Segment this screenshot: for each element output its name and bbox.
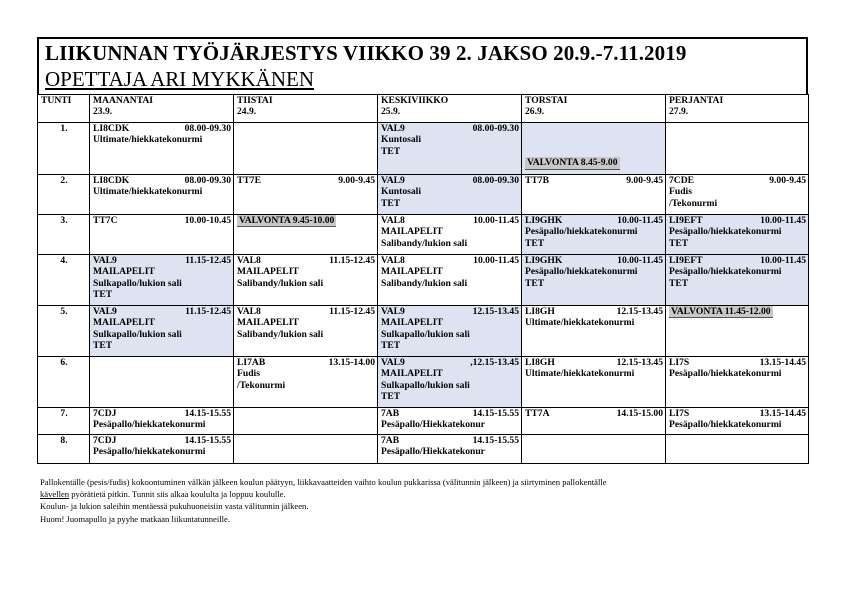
activity-line: MAILAPELIT xyxy=(237,266,299,278)
activity-line: MAILAPELIT xyxy=(93,266,155,278)
time-range: 08.00-09.30 xyxy=(472,175,519,186)
group-code: TT7B xyxy=(525,175,549,186)
group-code: VAL8 xyxy=(237,306,261,317)
activity-line: TET xyxy=(93,289,113,301)
schedule-row xyxy=(38,408,809,435)
time-range: ,12.15-13.45 xyxy=(470,357,519,368)
period-number: 3. xyxy=(38,215,90,255)
cell-monday xyxy=(90,435,234,464)
cell-wednesday xyxy=(378,123,522,175)
group-code: TT7E xyxy=(237,175,261,186)
class-time-line xyxy=(381,435,519,446)
cell-monday xyxy=(90,123,234,175)
activity-line: /Tekonurmi xyxy=(669,197,718,209)
group-code: LI9EFT xyxy=(669,255,703,266)
activity-line: Salibandy/lukion sali xyxy=(381,237,468,249)
class-time-line xyxy=(525,215,663,226)
schedule-row xyxy=(38,306,809,357)
supervision-line xyxy=(525,157,663,169)
group-code: VAL9 xyxy=(381,175,405,186)
activity-line xyxy=(525,146,663,157)
cell-wednesday xyxy=(378,408,522,435)
cell-thursday xyxy=(522,357,666,408)
time-range: 11.15-12.45 xyxy=(329,255,375,266)
time-range: 10.00-11.45 xyxy=(617,215,663,226)
day-label: TIISTAI xyxy=(237,95,273,106)
cell-tuesday xyxy=(234,408,378,435)
activity-line: Ultimate/hiekkatekonurmi xyxy=(93,186,203,198)
activity-line: Fudis xyxy=(669,186,692,198)
activity-line: Pesäpallo/hiekkatekonurmi xyxy=(93,446,206,458)
class-time-line xyxy=(381,408,519,419)
activity-line: Pesäpallo/hiekkatekonurmi xyxy=(669,368,782,380)
day-label: MAANANTAI xyxy=(93,95,154,106)
activity-line: Sulkapallo/lukion sali xyxy=(381,328,470,340)
group-code: VAL8 xyxy=(381,255,405,266)
time-range: 10.00-11.45 xyxy=(473,255,519,266)
activity-line: Ultimate/hiekkatekonurmi xyxy=(525,368,635,380)
activity-line: TET xyxy=(381,340,401,352)
cell-monday xyxy=(90,306,234,357)
class-time-line xyxy=(669,175,806,186)
time-range: 14.15-15.55 xyxy=(184,408,231,419)
activity-line: MAILAPELIT xyxy=(93,317,155,329)
schedule-row xyxy=(38,215,809,255)
class-time-line xyxy=(381,306,519,317)
activity-line: Sulkapallo/lukion sali xyxy=(93,277,182,289)
class-time-line xyxy=(525,357,663,368)
class-time-line xyxy=(93,255,231,266)
group-code: LI9EFT xyxy=(669,215,703,226)
activity-line: TET xyxy=(669,277,689,289)
activity-line: Pesäpallo/hiekkatekonurmi xyxy=(669,419,782,431)
group-code: LI7S xyxy=(669,357,690,368)
time-range: 14.15-15.55 xyxy=(472,435,519,446)
activity-line: Pesäpallo/hiekkatekonurmi xyxy=(525,266,638,278)
period-number: 5. xyxy=(38,306,90,357)
activity-line: MAILAPELIT xyxy=(381,368,443,380)
note-line: Koulun- ja lukion saleihin mentäessä pukuhuoneisiin vasta välitunnin jälkeen. xyxy=(40,501,309,512)
time-range: 9.00-9.45 xyxy=(769,175,806,186)
cell-tuesday xyxy=(234,175,378,215)
cell-friday xyxy=(666,357,809,408)
class-time-line xyxy=(381,123,519,134)
time-range: 10.00-11.45 xyxy=(473,215,519,226)
date-label: 25.9. xyxy=(381,106,401,118)
activity-line xyxy=(525,134,663,145)
supervision-badge: VALVONTA 9.45-10.00 xyxy=(239,215,335,226)
class-time-line xyxy=(93,435,231,446)
class-time-line xyxy=(237,357,375,368)
cell-monday xyxy=(90,175,234,215)
class-time-line xyxy=(237,255,375,266)
cell-friday xyxy=(666,123,809,175)
cell-thursday xyxy=(522,175,666,215)
activity-line: /Tekonurmi xyxy=(237,379,286,391)
activity-line: MAILAPELIT xyxy=(237,317,299,329)
col-header-wednesday xyxy=(378,95,522,123)
group-code: VAL8 xyxy=(237,255,261,266)
activity-line: Fudis xyxy=(237,368,260,380)
group-code: LI9GHK xyxy=(525,255,563,266)
note-text: pyörätietä pitkin. Tunnit siis alkaa koululta ja loppuu koululle. xyxy=(69,489,286,500)
schedule-row xyxy=(38,435,809,464)
cell-monday xyxy=(90,357,234,408)
activity-line: Sulkapallo/lukion sali xyxy=(381,379,470,391)
note-line: Huom! Juomapullo ja pyyhe matkaan liikuntatunneille. xyxy=(40,513,230,524)
group-code: 7CDJ xyxy=(93,408,117,419)
cell-friday xyxy=(666,255,809,306)
schedule-row xyxy=(38,175,809,215)
notes xyxy=(40,476,820,525)
time-range: 10.00-11.45 xyxy=(760,255,806,266)
activity-line: Ultimate/hiekkatekonurmi xyxy=(93,134,203,146)
cell-thursday xyxy=(522,408,666,435)
activity-line: Pesäpallo/Hiekkatekonur xyxy=(381,446,485,458)
activity-line: MAILAPELIT xyxy=(381,266,443,278)
time-range: 9.00-9.45 xyxy=(626,175,663,186)
activity-line: Ultimate/hiekkatekonurmi xyxy=(525,317,635,329)
activity-line: TET xyxy=(525,237,545,249)
cell-wednesday xyxy=(378,255,522,306)
day-label: TUNTI xyxy=(41,95,72,106)
class-time-line xyxy=(381,175,519,186)
header-row xyxy=(38,95,809,123)
activity-line: Salibandy/lukion sali xyxy=(381,277,468,289)
cell-wednesday xyxy=(378,175,522,215)
activity-line: TET xyxy=(381,391,401,403)
time-range: 12.15-13.45 xyxy=(616,357,663,368)
activity-line: Kuntosali xyxy=(381,134,421,146)
cell-thursday xyxy=(522,306,666,357)
cell-friday xyxy=(666,435,809,464)
time-range: 14.15-15.00 xyxy=(616,408,663,419)
note-line: Pallokentälle (pesis/fudis) kokoontuminen välkän jälkeen koulun päätyyn, liikkavaatteiden vaihto koulun pukkarissa (välitunnin jälkeen) ja siirtyminen pallokentälle xyxy=(40,477,607,487)
cell-tuesday xyxy=(234,123,378,175)
activity-line: MAILAPELIT xyxy=(381,317,443,329)
activity-line: TET xyxy=(381,197,401,209)
activity-line: Pesäpallo/hiekkatekonurmi xyxy=(93,419,206,431)
group-code: VAL8 xyxy=(381,215,405,226)
schedule-table xyxy=(37,94,809,464)
class-time-line xyxy=(93,175,231,186)
group-code: TT7A xyxy=(525,408,550,419)
group-code: LI7AB xyxy=(237,357,266,368)
class-time-line xyxy=(381,215,519,226)
schedule-body xyxy=(38,123,809,464)
cell-tuesday xyxy=(234,255,378,306)
group-code: 7AB xyxy=(381,435,400,446)
group-code: VAL9 xyxy=(93,255,117,266)
period-number: 6. xyxy=(38,357,90,408)
note-underlined-word: kävellen xyxy=(40,489,70,500)
group-code: LI8CDK xyxy=(93,123,130,134)
activity-line: Pesäpallo/hiekkatekonurmi xyxy=(669,226,782,238)
activity-line: TET xyxy=(93,340,113,352)
group-code: TT7C xyxy=(93,215,118,226)
cell-friday xyxy=(666,215,809,255)
activity-line: Sulkapallo/lukion sali xyxy=(93,328,182,340)
supervision-line xyxy=(669,306,806,318)
time-range: 14.15-15.55 xyxy=(184,435,231,446)
col-header-tuesday xyxy=(234,95,378,123)
teacher-name: OPETTAJA ARI MYKKÄNEN xyxy=(45,67,314,91)
activity-line: MAILAPELIT xyxy=(381,226,443,238)
group-code: LI9GHK xyxy=(525,215,563,226)
group-code: LI8CDK xyxy=(93,175,130,186)
class-time-line xyxy=(93,306,231,317)
class-time-line xyxy=(237,306,375,317)
cell-tuesday xyxy=(234,215,378,255)
activity-line: Kuntosali xyxy=(381,186,421,198)
class-time-line xyxy=(93,215,231,226)
period-number: 2. xyxy=(38,175,90,215)
day-label: KESKIVIIKKO xyxy=(381,95,449,106)
activity-line: Pesäpallo/hiekkatekonurmi xyxy=(525,226,638,238)
class-time-line xyxy=(93,123,231,134)
period-number: 1. xyxy=(38,123,90,175)
cell-tuesday xyxy=(234,435,378,464)
cell-monday xyxy=(90,215,234,255)
activity-line: TET xyxy=(525,277,545,289)
page-title: LIIKUNNAN TYÖJÄRJESTYS VIIKKO 39 2. JAKSO 20.9.-7.11.2019 xyxy=(45,41,687,65)
cell-thursday xyxy=(522,215,666,255)
cell-monday xyxy=(90,408,234,435)
time-range: 10.00-11.45 xyxy=(760,215,806,226)
date-label: 24.9. xyxy=(237,106,257,118)
group-code: VAL9 xyxy=(381,123,405,134)
group-code: 7CDE xyxy=(669,175,695,186)
time-range: 08.00-09.30 xyxy=(472,123,519,134)
cell-tuesday xyxy=(234,357,378,408)
period-number: 7. xyxy=(38,408,90,435)
col-header-tunti xyxy=(38,95,90,123)
supervision-badge: VALVONTA 11.45-12.00 xyxy=(671,306,771,317)
cell-thursday xyxy=(522,123,666,175)
title-box xyxy=(37,37,808,94)
cell-wednesday xyxy=(378,357,522,408)
time-range: 13.15-14.45 xyxy=(759,408,806,419)
class-time-line xyxy=(525,408,663,419)
cell-tuesday xyxy=(234,306,378,357)
cell-monday xyxy=(90,255,234,306)
note-line xyxy=(40,488,820,500)
time-range: 11.15-12.45 xyxy=(329,306,375,317)
class-time-line xyxy=(669,408,806,419)
group-code: LI8GH xyxy=(525,357,555,368)
group-code: 7AB xyxy=(381,408,400,419)
time-range: 13.15-14.00 xyxy=(328,357,375,368)
activity-line: Pesäpallo/hiekkatekonurmi xyxy=(669,266,782,278)
class-time-line xyxy=(669,357,806,368)
group-code: LI7S xyxy=(669,408,690,419)
cell-friday xyxy=(666,175,809,215)
period-number: 8. xyxy=(38,435,90,464)
class-time-line xyxy=(93,408,231,419)
class-time-line xyxy=(381,357,519,368)
cell-friday xyxy=(666,408,809,435)
class-time-line xyxy=(669,215,806,226)
cell-thursday xyxy=(522,435,666,464)
col-header-friday xyxy=(666,95,809,123)
class-time-line xyxy=(381,255,519,266)
group-code: VAL9 xyxy=(93,306,117,317)
time-range: 13.15-14.45 xyxy=(759,357,806,368)
period-number: 4. xyxy=(38,255,90,306)
activity-line: Pesäpallo/Hiekkatekonur xyxy=(381,419,485,431)
time-range: 12.15-13.45 xyxy=(616,306,663,317)
cell-thursday xyxy=(522,255,666,306)
time-range: 12.15-13.45 xyxy=(472,306,519,317)
time-range: 9.00-9.45 xyxy=(338,175,375,186)
class-time-line xyxy=(237,175,375,186)
schedule-row xyxy=(38,357,809,408)
cell-friday xyxy=(666,306,809,357)
activity-line: Salibandy/lukion sali xyxy=(237,277,324,289)
time-range: 08.00-09.30 xyxy=(184,175,231,186)
col-header-thursday xyxy=(522,95,666,123)
class-time-line xyxy=(525,175,663,186)
cell-wednesday xyxy=(378,215,522,255)
time-range: 14.15-15.55 xyxy=(472,408,519,419)
time-range: 08.00-09.30 xyxy=(184,123,231,134)
time-range: 11.15-12.45 xyxy=(185,306,231,317)
cell-wednesday xyxy=(378,435,522,464)
schedule-row xyxy=(38,255,809,306)
group-code: 7CDJ xyxy=(93,435,117,446)
class-time-line xyxy=(525,306,663,317)
activity-line: Salibandy/lukion sali xyxy=(237,328,324,340)
supervision-badge: VALVONTA 8.45-9.00 xyxy=(527,157,618,169)
col-header-monday xyxy=(90,95,234,123)
schedule-row xyxy=(38,123,809,175)
activity-line: TET xyxy=(381,145,401,157)
cell-wednesday xyxy=(378,306,522,357)
class-time-line xyxy=(525,255,663,266)
time-range: 10.00-10.45 xyxy=(184,215,231,226)
group-code: VAL9 xyxy=(381,306,405,317)
supervision-line xyxy=(237,215,375,227)
day-label: TORSTAI xyxy=(525,95,568,106)
date-label: 23.9. xyxy=(93,106,113,118)
class-time-line xyxy=(669,255,806,266)
time-range: 10.00-11.45 xyxy=(617,255,663,266)
group-code: LI8GH xyxy=(525,306,555,317)
group-code: VAL9 xyxy=(381,357,405,368)
activity-line xyxy=(525,123,663,134)
date-label: 27.9. xyxy=(669,106,689,118)
activity-line: TET xyxy=(669,237,689,249)
time-range: 11.15-12.45 xyxy=(185,255,231,266)
date-label: 26.9. xyxy=(525,106,545,118)
day-label: PERJANTAI xyxy=(669,95,724,106)
